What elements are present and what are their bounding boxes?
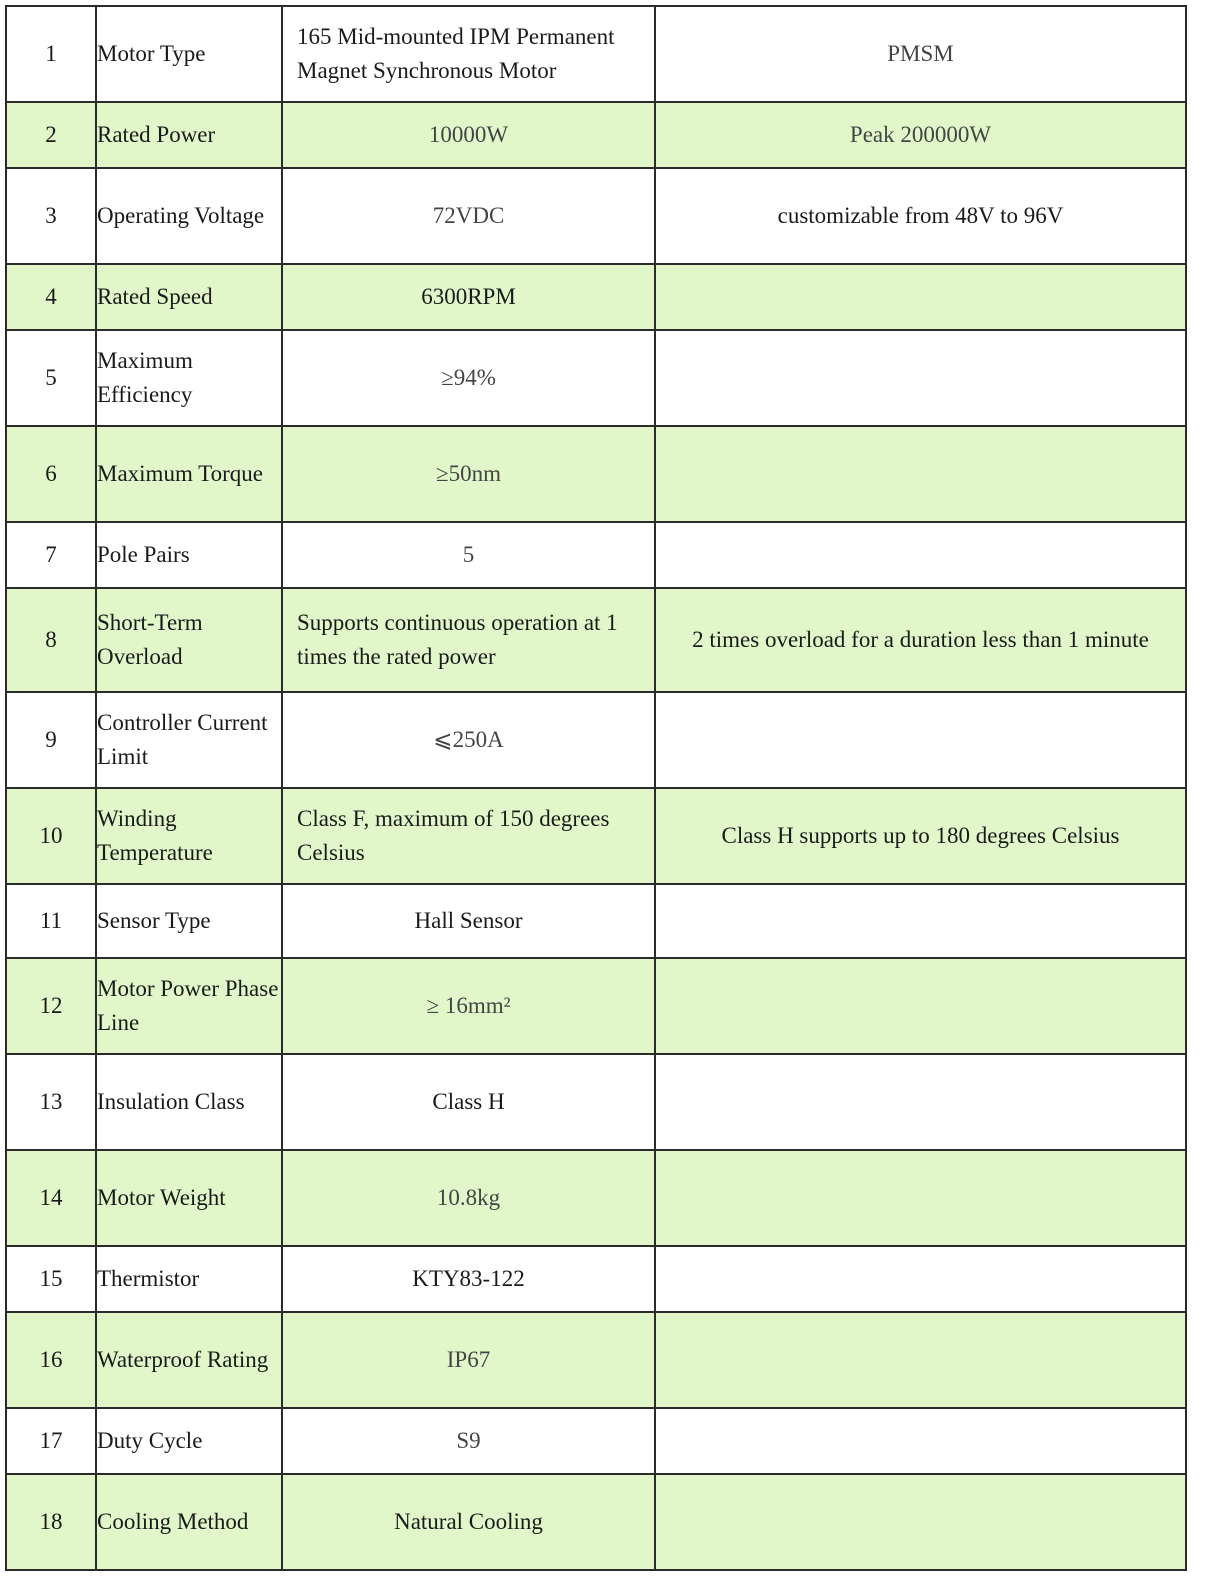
table-row (6, 588, 1186, 692)
row-number: 13 (6, 1054, 96, 1150)
table-row (6, 788, 1186, 884)
parameter-value: KTY83-122 (282, 1246, 655, 1312)
parameter-value: 6300RPM (282, 264, 655, 330)
table-row (6, 426, 1186, 522)
motor-spec-table (5, 5, 1187, 1571)
parameter-name: Thermistor (96, 1246, 282, 1312)
row-number: 5 (6, 330, 96, 426)
parameter-note (655, 1312, 1186, 1408)
parameter-name: Winding Temperature (96, 788, 282, 884)
parameter-name: Controller Current Limit (96, 692, 282, 788)
parameter-note: Class H supports up to 180 degrees Celsius (655, 788, 1186, 884)
parameter-note: customizable from 48V to 96V (655, 168, 1186, 264)
parameter-name: Pole Pairs (96, 522, 282, 588)
parameter-name: Rated Power (96, 102, 282, 168)
parameter-value: Supports continuous operation at 1 times the rated power (282, 588, 655, 692)
table-row (6, 264, 1186, 330)
row-number: 4 (6, 264, 96, 330)
table-row (6, 330, 1186, 426)
parameter-note: PMSM (655, 6, 1186, 102)
parameter-note (655, 426, 1186, 522)
parameter-name: Duty Cycle (96, 1408, 282, 1474)
table-row (6, 6, 1186, 102)
parameter-value: IP67 (282, 1312, 655, 1408)
parameter-note (655, 1408, 1186, 1474)
parameter-note (655, 1474, 1186, 1570)
parameter-value: Hall Sensor (282, 884, 655, 958)
parameter-value: 10000W (282, 102, 655, 168)
parameter-name: Motor Weight (96, 1150, 282, 1246)
parameter-name: Waterproof Rating (96, 1312, 282, 1408)
row-number: 11 (6, 884, 96, 958)
row-number: 15 (6, 1246, 96, 1312)
parameter-name: Rated Speed (96, 264, 282, 330)
parameter-value: 5 (282, 522, 655, 588)
parameter-name: Motor Power Phase Line (96, 958, 282, 1054)
parameter-note (655, 692, 1186, 788)
parameter-name: Operating Voltage (96, 168, 282, 264)
row-number: 9 (6, 692, 96, 788)
row-number: 17 (6, 1408, 96, 1474)
parameter-note (655, 330, 1186, 426)
spec-table-body (6, 6, 1186, 1570)
row-number: 16 (6, 1312, 96, 1408)
parameter-name: Cooling Method (96, 1474, 282, 1570)
parameter-value: ≥94% (282, 330, 655, 426)
parameter-value: 72VDC (282, 168, 655, 264)
table-row (6, 692, 1186, 788)
parameter-value: ≥50nm (282, 426, 655, 522)
table-row (6, 1150, 1186, 1246)
parameter-name: Sensor Type (96, 884, 282, 958)
parameter-note (655, 884, 1186, 958)
parameter-note (655, 958, 1186, 1054)
table-row (6, 168, 1186, 264)
row-number: 14 (6, 1150, 96, 1246)
table-row (6, 958, 1186, 1054)
table-row (6, 1408, 1186, 1474)
table-row (6, 1054, 1186, 1150)
row-number: 2 (6, 102, 96, 168)
row-number: 8 (6, 588, 96, 692)
parameter-value: Class F, maximum of 150 degrees Celsius (282, 788, 655, 884)
row-number: 6 (6, 426, 96, 522)
parameter-note (655, 1150, 1186, 1246)
parameter-note (655, 1054, 1186, 1150)
parameter-note: 2 times overload for a duration less than 1 minute (655, 588, 1186, 692)
row-number: 18 (6, 1474, 96, 1570)
table-row (6, 522, 1186, 588)
parameter-value: Class H (282, 1054, 655, 1150)
row-number: 7 (6, 522, 96, 588)
parameter-value: 165 Mid-mounted IPM Permanent Magnet Synchronous Motor (282, 6, 655, 102)
parameter-name: Motor Type (96, 6, 282, 102)
table-row (6, 1474, 1186, 1570)
table-row (6, 884, 1186, 958)
parameter-value: ≥ 16mm² (282, 958, 655, 1054)
parameter-name: Maximum Torque (96, 426, 282, 522)
parameter-name: Maximum Efficiency (96, 330, 282, 426)
parameter-value: S9 (282, 1408, 655, 1474)
table-row (6, 1246, 1186, 1312)
parameter-value: 10.8kg (282, 1150, 655, 1246)
parameter-note (655, 1246, 1186, 1312)
parameter-value: Natural Cooling (282, 1474, 655, 1570)
row-number: 3 (6, 168, 96, 264)
parameter-note (655, 522, 1186, 588)
table-row (6, 1312, 1186, 1408)
parameter-note: Peak 200000W (655, 102, 1186, 168)
parameter-note (655, 264, 1186, 330)
row-number: 12 (6, 958, 96, 1054)
table-row (6, 102, 1186, 168)
parameter-name: Insulation Class (96, 1054, 282, 1150)
parameter-value: ⩽250A (282, 692, 655, 788)
parameter-name: Short-Term Overload (96, 588, 282, 692)
row-number: 1 (6, 6, 96, 102)
row-number: 10 (6, 788, 96, 884)
